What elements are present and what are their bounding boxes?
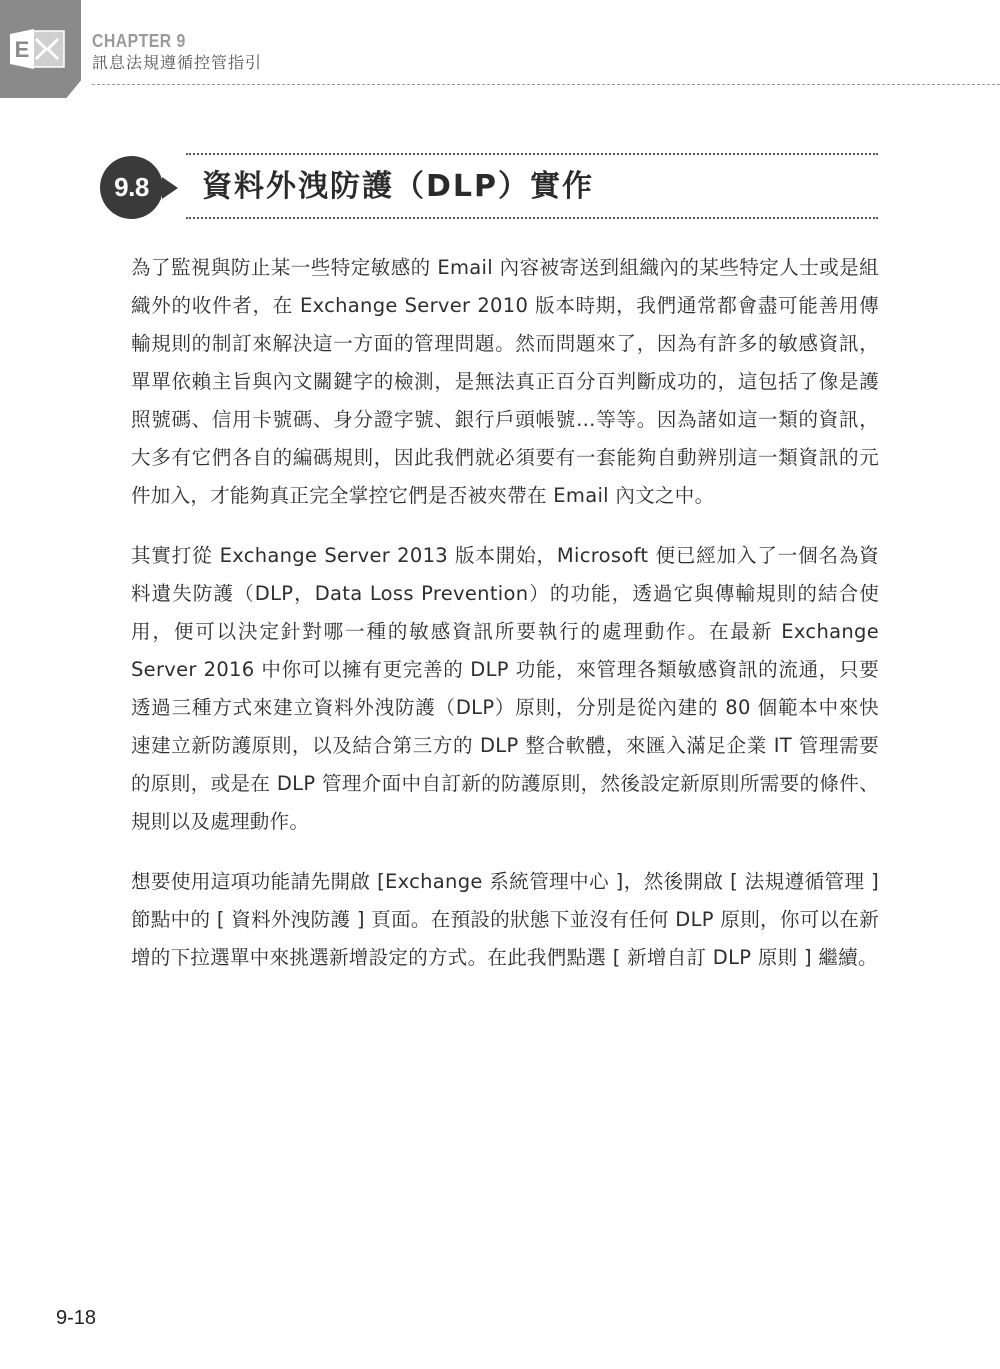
section-rule-top xyxy=(186,153,878,155)
chapter-title: 訊息法規遵循控管指引 xyxy=(92,53,263,72)
logo-letter: E xyxy=(14,37,30,62)
chapter-label: CHAPTER 9 xyxy=(92,31,186,51)
section-number: 9.8 xyxy=(114,172,149,202)
section-arrow-icon xyxy=(162,177,178,199)
running-header xyxy=(92,30,262,74)
section-title: 資料外洩防護（DLP）實作 xyxy=(202,169,595,204)
header-divider xyxy=(92,84,1000,85)
paragraph: 想要使用這項功能請先開啟 [Exchange 系統管理中心 ]，然後開啟 [ 法規遵循管理 ] 節點中的 [ 資料外洩防護 ] 頁面。在預設的狀態下並沒有任何 DLP 原則，你可以在新增的下拉選單中來挑選新增設定的方式。在此我們點選 [ 新增自訂 DLP 原則 ] 繼續。 xyxy=(131,870,879,969)
exchange-logo-icon xyxy=(10,26,66,72)
section-rule-bottom xyxy=(186,217,878,219)
body-content xyxy=(131,249,879,999)
paragraph: 其實打從 Exchange Server 2013 版本開始，Microsoft 便已經加入了一個名為資料遺失防護（DLP，Data Loss Prevention）的功能，透過它與傳輸規則的結合使用，便可以決定針對哪一種的敏感資訊所要執行的處理動作。在最新 Exchange Server 2016 中你可以擁有更完善的 DLP 功能，來管理各類敏感資訊的流通，只要透過三種方式來建立資料外洩防護（DLP）原則，分別是從內建的 80 個範本中來快速建立新防護原則，以及結合第三方的 DLP 整合軟體，來匯入滿足企業 IT 管理需要的原則，或是在 DLP 管理介面中自訂新的防護原則，然後設定新原則所需要的條件、規則以及處理動作。 xyxy=(131,544,879,833)
paragraph: 為了監視與防止某一些特定敏感的 Email 內容被寄送到組織內的某些特定人士或是組織外的收件者，在 Exchange Server 2010 版本時期，我們通常都會盡可能善用傳輸規則的制訂來解決這一方面的管理問題。然而問題來了，因為有許多的敏感資訊，單單依賴主旨與內文關鍵字的檢測，是無法真正百分百判斷成功的，這包括了像是護照號碼、信用卡號碼、身分證字號、銀行戶頭帳號…等等。因為諸如這一類的資訊，大多有它們各自的編碼規則，因此我們就必須要有一套能夠自動辨別這一類資訊的元件加入，才能夠真正完全掌控它們是否被夾帶在 Email 內文之中。 xyxy=(131,256,879,507)
page-number: 9-18 xyxy=(56,1307,97,1329)
